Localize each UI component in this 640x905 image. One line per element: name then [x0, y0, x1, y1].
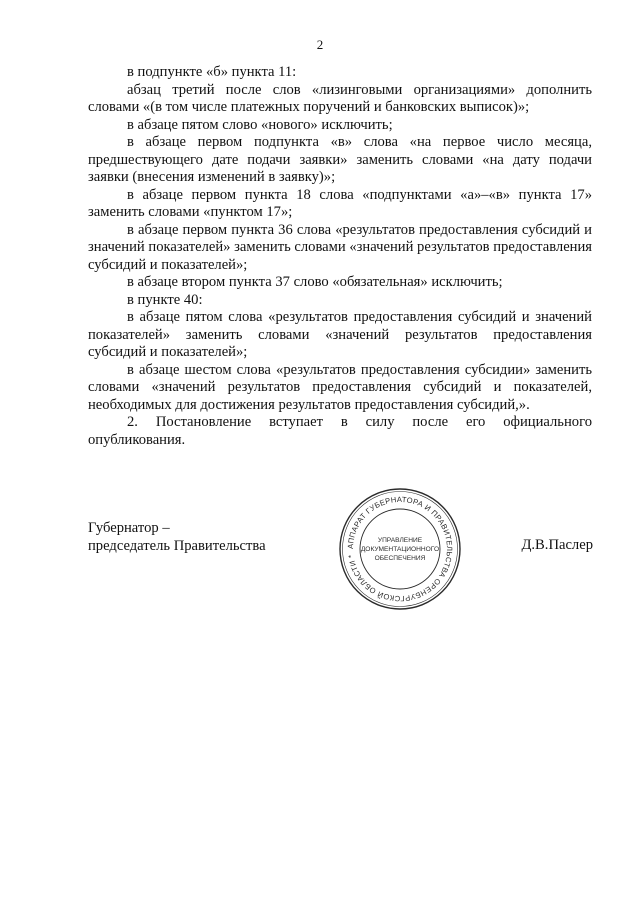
document-body: [88, 64, 592, 449]
signatory-title-line2: председатель Правительства: [88, 538, 266, 554]
signatory-title-line1: Губернатор –: [88, 520, 170, 536]
paragraph: в абзаце первом пункта 36 слова «результатов предоставления субсидий и значений показателей» заменить словами «значений результатов предоставления субсидий и показателей»;: [88, 221, 592, 273]
official-seal: [338, 487, 462, 611]
seal-center-line3: ОБЕСПЕЧЕНИЯ: [374, 555, 426, 562]
paragraph: в подпункте «б» пункта 11:: [127, 64, 297, 80]
signatory-title: [88, 519, 266, 555]
paragraph: в абзаце пятом слова «результатов предоставления субсидий и значений показателей» заменить словами «значений результатов предоставления субсидий и показателей»;: [88, 309, 592, 360]
paragraph: в абзаце пятом слово «нового» исключить;: [127, 116, 393, 133]
paragraph: в абзаце первом подпункта «в» слова «на первое число месяца, предшествующего дате подачи заявки» заменить словами «на дату подачи заявки (внесения изменений в заявку)»;: [88, 134, 592, 185]
paragraph: в абзаце втором пункта 37 слово «обязательная» исключить;: [127, 274, 503, 290]
paragraph: в абзаце первом пункта 18 слова «подпунктами «а»–«в» пункта 17» заменить словами «пунктом 17»;: [88, 186, 592, 220]
paragraph: абзац третий после слов «лизинговыми организациями» дополнить словами «(в том числе платежных поручений и банковских выписок)»;: [88, 81, 592, 115]
seal-graphic: [338, 487, 462, 611]
paragraph: 2. Постановление вступает в силу после его официального опубликования.: [88, 414, 592, 448]
seal-ring-text: АППАРАТ ГУБЕРНАТОРА И ПРАВИТЕЛЬСТВА ОРЕНБУРГСКОЙ ОБЛАСТИ *: [345, 494, 455, 604]
page-number: 2: [316, 37, 324, 52]
seal-center-line2: ДОКУМЕНТАЦИОННОГО: [360, 546, 440, 553]
seal-center-line1: УПРАВЛЕНИЕ: [377, 537, 423, 544]
signatory-name: Д.В.Паслер: [521, 537, 593, 553]
paragraph: в абзаце шестом слова «результатов предоставления субсидии» заменить словами «значений результатов предоставления субсидий и показателей, необходимых для достижения результатов предоставления субсидий,».: [88, 361, 592, 413]
paragraph: в пункте 40:: [127, 291, 203, 308]
